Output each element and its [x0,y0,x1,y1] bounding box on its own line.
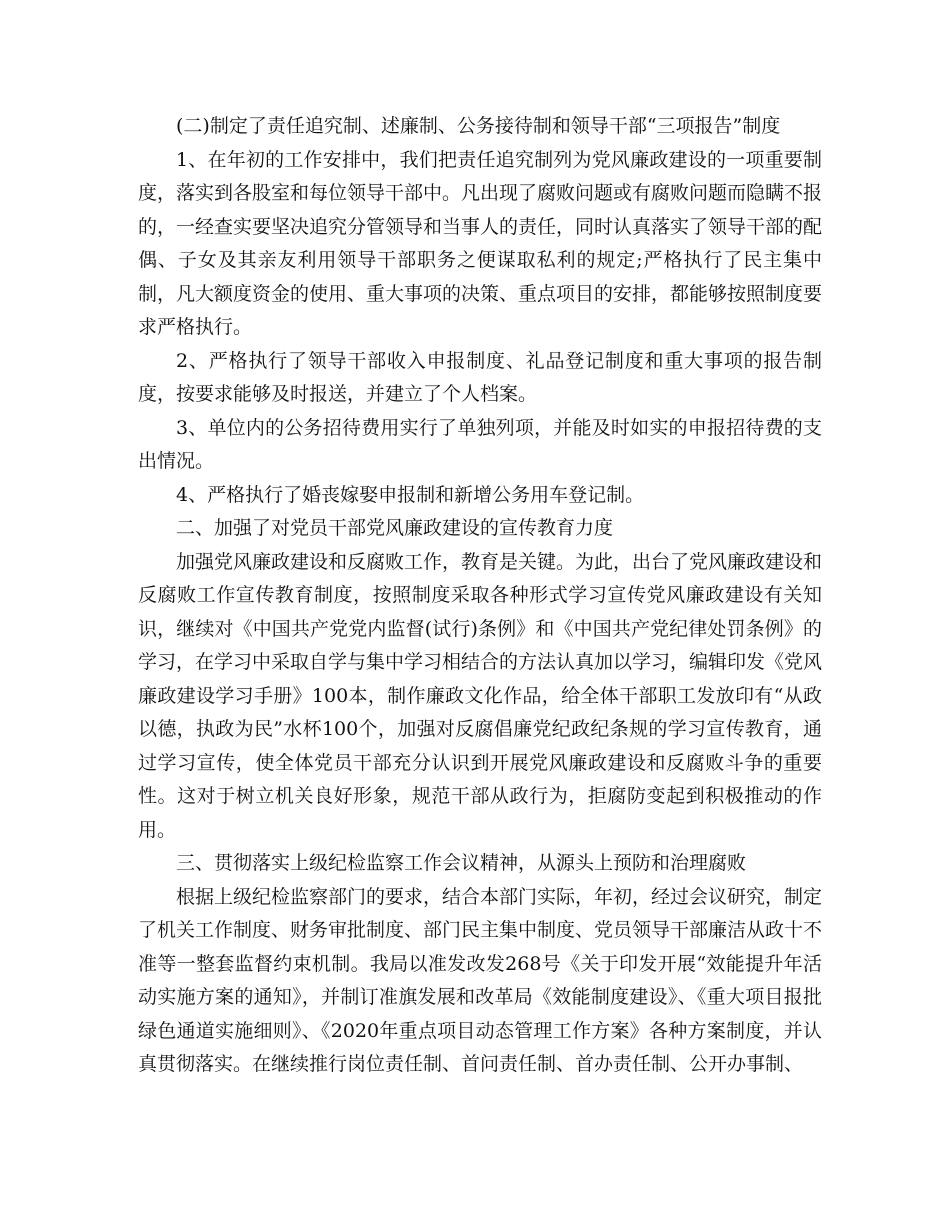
paragraph-accountability-system: 1、在年初的工作安排中，我们把责任追究制列为党风廉政建设的一项重要制度，落实到各股室和每位领导干部中。凡出现了腐败问题或有腐败问题而隐瞒不报的，一经查实要坚决追究分管领导和当事人的责任，同时认真落实了领导干部的配偶、子女及其亲友利用领导干部职务之便谋取私利的规定;严格执行了民主集中制，凡大额度资金的使用、重大事项的决策、重点项目的安排，都能够按照制度要求严格执行。 [138,148,823,338]
paragraph-wedding-funeral-declaration: 4、严格执行了婚丧嫁娶申报制和新增公务用车登记制。 [176,483,645,506]
paragraph-education-details: 加强党风廉政建设和反腐败工作，教育是关键。为此，出台了党风廉政建设和反腐败工作宣传教育制度，按照制度采取各种形式学习宣传党风廉政建设有关知识，继续对《中国共产党党内监督(试行)条例》和《中国共产党纪律处罚条例》的学习，在学习中采取自学与集中学习相结合的方法认真加以学习，编辑印发《党风廉政建设学习手册》100本，制作廉政文化作品，给全体干部职工发放印有“从政以德，执政为民”水杯100个，加强对反腐倡廉党纪政纪条规的学习宣传教育，通过学习宣传，使全体党员干部充分认识到开展党风廉政建设和反腐败斗争的重要性。这对于树立机关良好形象，规范干部从政行为，拒腐防变起到积极推动的作用。 [138,550,823,841]
paragraph-prevention-details: 根据上级纪检监察部门的要求，结合本部门实际，年初，经过会议研究，制定了机关工作制度、财务审批制度、部门民主集中制度、党员领导干部廉洁从政十不准等一整套监督约束机制。我局以准发改发268号《关于印发开展“效能提升年活动实施方案的通知》，并制订准旗发展和改革局《效能制度建设》、《重大项目报批绿色通道实施细则》、《2020年重点项目动态管理工作方案》各种方案制度，并认真贯彻落实。在继续推行岗位责任制、首问责任制、首办责任制、公开办事制、 [138,885,823,1075]
paragraph-hospitality-expenses: 3、单位内的公务招待费用实行了单独列项，并能及时如实的申报招待费的支出情况。 [138,416,822,472]
section-heading-responsibility-systems: (二)制定了责任追究制、述廉制、公务接待制和领导干部“三项报告”制度 [176,115,781,137]
paragraph-income-declaration: 2、严格执行了领导干部收入申报制度、礼品登记制度和重大事项的报告制度，按要求能够及时报送，并建立了个人档案。 [138,349,822,405]
document-body [138,110,822,1082]
section-heading-education: 二、加强了对党员干部党风廉政建设的宣传教育力度 [176,517,614,539]
section-heading-prevention: 三、贯彻落实上级纪检监察工作会议精神，从源头上预防和治理腐败 [176,852,747,874]
